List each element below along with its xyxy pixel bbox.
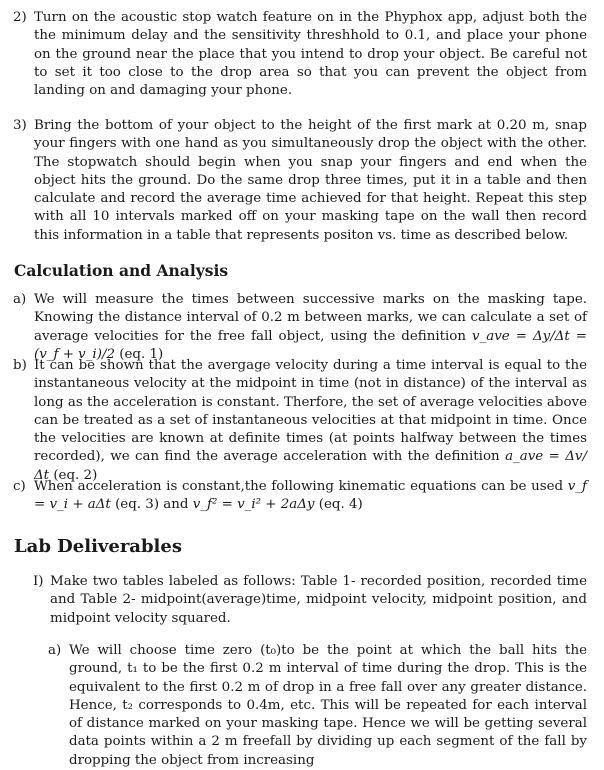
item-text (34, 478, 587, 515)
equation-2: a_ave = Δv/Δt (34, 449, 587, 483)
calc-item-c (0, 478, 604, 515)
calc-item-a (0, 291, 604, 364)
item-body: When acceleration is constant,the following kinematic equations can be used (34, 479, 564, 494)
procedure-step-3 (0, 117, 604, 245)
item-text: Make two tables labeled as follows: Table 1- recorded position, recorded time and Table 2- midpoint(average)time, midpoint velocity, midpoint position, and midpoint velocity squared. (50, 574, 587, 626)
item-text (34, 357, 587, 485)
item-body: It can be shown that the avergage velocity during a time interval is equal to the instantaneous velocity at the midpoint in time (not in distance) of the interval as long as the acceleration is constant. Therfore, the set of average velocities above can be treated as a set of instantaneous velocities at that midpoint in time. Once the velocities are known at definite times (at points halfway between the times recorded), we can find the average acceleration with the definition (34, 358, 587, 465)
step-label: 2) (13, 10, 27, 25)
step-label: 3) (13, 118, 27, 133)
equation-1: v_ave = Δy/Δt = (v_f + v_i)/2 (34, 328, 587, 362)
item-text: We will choose time zero (t₀)to be the point at which the ball hits the ground, t₁ to be the first 0.2 m interval of time during the drop. This is the equivalent to the first 0.2 m of drop in a free fall over any greater distance. Hence, t₂ corresponds to 0.4m, etc. This will be repeated for each interval of distance marked on your masking tape. Hence we will be getting several data points within a 2 m freefall by dividing up each segment of the fall by dropping the object from increasing (69, 643, 587, 768)
step-text: Turn on the acoustic stop watch feature on in the Phyphox app, adjust both the the minimum delay and the sensitivity threshhold to 0.1, and place your phone on the ground near the place that you intend to drop your object. Be careful not to set it too close to the drop area so that you can prevent the object from landing on and damaging your phone. (34, 10, 587, 99)
step-text: Bring the bottom of your object to the height of the first mark at 0.20 m, snap your fingers with one hand as you simultaneously drop the object with the other. The stopwatch should begin when you snap your fingers and end when the object hits the ground. Do the same drop three times, put it in a table and then calculate and record the average time achieved for that height. Repeat this step with all 10 intervals marked off on your masking tape on the wall then record this information in a table that represents positon vs. time as described below. (34, 118, 587, 243)
equation-ref: (eq. 4) (318, 497, 363, 513)
item-label: a) (13, 292, 27, 307)
item-label: a) (48, 643, 62, 658)
equation-ref: (eq. 2) (53, 467, 98, 483)
calc-item-b (0, 357, 604, 485)
item-body: We will measure the times between successive marks on the masking tape. Knowing the distance interval of 0.2 m between marks, we can calculate a set of average velocities for the free fall object, using the definition (34, 292, 587, 344)
deliverables-heading: Lab Deliverables (14, 536, 182, 557)
equation-ref: (eq. 1) (119, 346, 164, 362)
item-label: I) (33, 574, 44, 589)
item-label: b) (13, 358, 27, 373)
equation-ref: (eq. 3) and (115, 497, 189, 513)
item-label: c) (13, 479, 26, 494)
deliverable-item-1 (0, 573, 604, 628)
procedure-step-2 (0, 9, 604, 100)
deliverable-subitem-a (0, 642, 604, 770)
item-text (34, 291, 587, 364)
equation-4: v_f² = v_i² + 2aΔy (192, 497, 315, 513)
equation-3: v_f = v_i + aΔt (34, 479, 587, 513)
calculation-heading: Calculation and Analysis (14, 261, 229, 280)
